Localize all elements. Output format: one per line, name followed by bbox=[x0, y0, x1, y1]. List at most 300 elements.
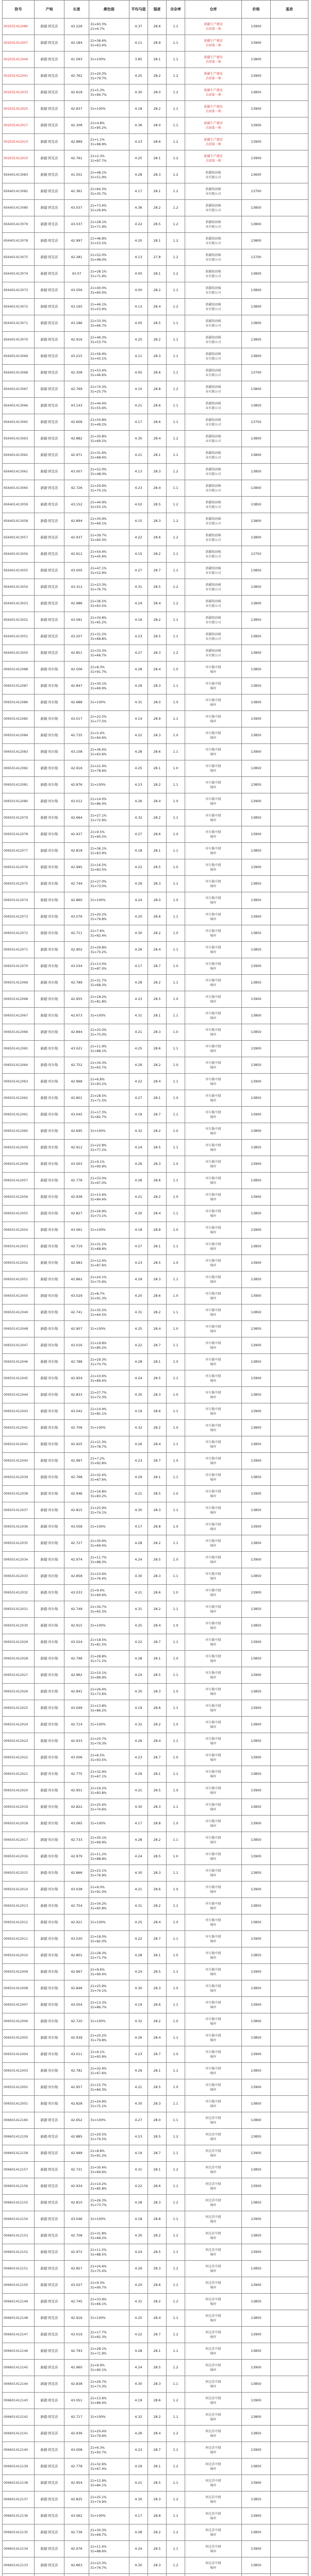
table-row[interactable] bbox=[3, 233, 308, 249]
basis-cell bbox=[271, 859, 308, 876]
table-row[interactable] bbox=[3, 2079, 308, 2096]
color-grade-cell: 21=29.8% 31=70.2% bbox=[89, 942, 129, 958]
table-row[interactable] bbox=[3, 2459, 308, 2475]
price-cell: 13900 bbox=[242, 1964, 271, 1980]
color-grade-cell: 21=31.7% 31=68.3% bbox=[89, 975, 129, 991]
batch-id-cell: 006501412023 bbox=[3, 1733, 35, 1750]
table-row[interactable] bbox=[3, 909, 308, 925]
trash-content-cell: 1.0 bbox=[167, 859, 185, 876]
table-row[interactable] bbox=[3, 1799, 308, 1816]
batch-id-cell: 006501412037 bbox=[3, 1502, 35, 1519]
table-row[interactable] bbox=[3, 975, 308, 991]
length-cell: 42.847 bbox=[64, 678, 89, 694]
basis-cell bbox=[271, 497, 308, 513]
basis-cell bbox=[271, 1865, 308, 1882]
micronaire-cell: 4.05 bbox=[129, 365, 148, 381]
origin-cell: 新疆·阿克苏 bbox=[35, 2178, 64, 2195]
table-row[interactable] bbox=[3, 216, 308, 233]
table-row[interactable] bbox=[3, 711, 308, 727]
basis-cell bbox=[271, 760, 308, 777]
micronaire-cell: 4.25 bbox=[129, 332, 148, 348]
trash-content-cell: 1.0 bbox=[167, 925, 185, 942]
micronaire-cell: 4.29 bbox=[129, 2261, 148, 2277]
table-row[interactable] bbox=[3, 942, 308, 958]
table-row[interactable] bbox=[3, 1123, 308, 1140]
table-row[interactable] bbox=[3, 1832, 308, 1849]
table-row[interactable] bbox=[3, 1206, 308, 1222]
table-row[interactable] bbox=[3, 2261, 308, 2277]
table-row[interactable] bbox=[3, 35, 308, 52]
trash-content-cell: 1.1 bbox=[167, 1634, 185, 1651]
length-cell: 42.894 bbox=[64, 513, 89, 530]
table-row[interactable] bbox=[3, 1057, 308, 1074]
micronaire-cell: 4.19 bbox=[129, 1700, 148, 1717]
table-row[interactable] bbox=[3, 563, 308, 579]
warehouse-cell: 库尔勒中储 棉库 bbox=[185, 760, 242, 777]
table-row[interactable] bbox=[3, 1420, 308, 1436]
table-row[interactable] bbox=[3, 381, 308, 398]
strength-cell: 28.9 bbox=[148, 35, 167, 52]
table-row[interactable] bbox=[3, 200, 308, 216]
column-header: 批号 bbox=[3, 1, 35, 19]
strength-cell: 28.4 bbox=[148, 2030, 167, 2046]
table-row[interactable] bbox=[3, 1700, 308, 1717]
table-row[interactable] bbox=[3, 1304, 308, 1321]
price-cell: 13850 bbox=[242, 678, 271, 694]
price-cell: 13750 bbox=[242, 414, 271, 431]
trash-content-cell: 1.2 bbox=[167, 266, 185, 282]
warehouse-cell: 库尔勒中储 棉库 bbox=[185, 1684, 242, 1700]
table-row[interactable] bbox=[3, 579, 308, 596]
color-grade-cell: 21=25.1% 31=74.9% bbox=[89, 2492, 129, 2508]
table-row[interactable] bbox=[3, 612, 308, 629]
table-row[interactable] bbox=[3, 2244, 308, 2261]
table-row[interactable] bbox=[3, 1453, 308, 1469]
length-cell: 43.186 bbox=[64, 315, 89, 332]
color-grade-cell: 21=11.2% 31=88.8% bbox=[89, 1849, 129, 1865]
table-row[interactable] bbox=[3, 398, 308, 414]
trash-content-cell: 1.2 bbox=[167, 233, 185, 249]
table-row[interactable] bbox=[3, 2030, 308, 2046]
table-row[interactable] bbox=[3, 2541, 308, 2557]
table-row[interactable] bbox=[3, 1107, 308, 1123]
table-row[interactable] bbox=[3, 1156, 308, 1173]
strength-cell: 28.6 bbox=[148, 1700, 167, 1717]
table-row[interactable] bbox=[3, 1651, 308, 1667]
table-row[interactable] bbox=[3, 1436, 308, 1453]
table-row[interactable] bbox=[3, 2310, 308, 2327]
trash-content-cell: 1.1 bbox=[167, 1107, 185, 1123]
table-row[interactable] bbox=[3, 1601, 308, 1618]
batch-id-cell: 006501412038 bbox=[3, 1486, 35, 1502]
basis-cell bbox=[271, 1717, 308, 1733]
table-row[interactable] bbox=[3, 447, 308, 464]
table-row[interactable] bbox=[3, 497, 308, 513]
micronaire-cell: 4.18 bbox=[129, 101, 148, 117]
table-row[interactable] bbox=[3, 150, 308, 167]
table-row[interactable] bbox=[3, 645, 308, 662]
table-row[interactable] bbox=[3, 859, 308, 876]
warehouse-cell: 库尔勒中储 棉库 bbox=[185, 1436, 242, 1453]
table-row[interactable] bbox=[3, 2376, 308, 2393]
price-cell: 13900 bbox=[242, 1931, 271, 1947]
batch-id-cell: 006501412048 bbox=[3, 1321, 35, 1337]
origin-cell: 新疆·库尔勒 bbox=[35, 1766, 64, 1783]
table-row[interactable] bbox=[3, 1585, 308, 1601]
micronaire-cell: 4.22 bbox=[129, 1074, 148, 1090]
table-row[interactable] bbox=[3, 117, 308, 134]
batch-id-cell: 006501412024 bbox=[3, 1717, 35, 1733]
basis-cell bbox=[271, 2343, 308, 2360]
micronaire-cell: 4.28 bbox=[129, 1354, 148, 1370]
length-cell: 42.801 bbox=[64, 1947, 89, 1964]
basis-cell bbox=[271, 1420, 308, 1436]
table-row[interactable] bbox=[3, 2343, 308, 2360]
table-row[interactable] bbox=[3, 892, 308, 909]
table-row[interactable] bbox=[3, 1898, 308, 1914]
table-row[interactable] bbox=[3, 1222, 308, 1239]
micronaire-cell: 4.37 bbox=[129, 19, 148, 35]
table-row[interactable] bbox=[3, 2393, 308, 2409]
price-cell: 13850 bbox=[242, 2557, 271, 2574]
strength-cell: 28.4 bbox=[148, 596, 167, 612]
table-row[interactable] bbox=[3, 876, 308, 892]
table-row[interactable] bbox=[3, 925, 308, 942]
table-row[interactable] bbox=[3, 2211, 308, 2228]
warehouse-cell: 库尔勒中储 棉库 bbox=[185, 662, 242, 678]
price-cell: 13850 bbox=[242, 1799, 271, 1816]
table-row[interactable] bbox=[3, 2574, 308, 2576]
table-row[interactable] bbox=[3, 810, 308, 826]
table-row[interactable] bbox=[3, 282, 308, 299]
table-row[interactable] bbox=[3, 1272, 308, 1288]
price-cell: 13900 bbox=[242, 134, 271, 150]
table-row[interactable] bbox=[3, 134, 308, 150]
origin-cell: 新疆·阿克苏 bbox=[35, 381, 64, 398]
table-row[interactable] bbox=[3, 2178, 308, 2195]
table-row[interactable] bbox=[3, 1074, 308, 1090]
table-row[interactable] bbox=[3, 1255, 308, 1272]
table-row[interactable] bbox=[3, 1618, 308, 1634]
price-cell: 13900 bbox=[242, 1156, 271, 1173]
table-row[interactable] bbox=[3, 167, 308, 183]
table-row[interactable] bbox=[3, 958, 308, 975]
batch-id-cell: 656401413080 bbox=[3, 200, 35, 216]
origin-cell: 新疆·阿克苏 bbox=[35, 596, 64, 612]
table-row[interactable] bbox=[3, 1387, 308, 1403]
color-grade-cell: 21=31.6% 31=68.4% bbox=[89, 447, 129, 464]
table-row[interactable] bbox=[3, 2360, 308, 2376]
basis-cell bbox=[271, 1799, 308, 1816]
table-row[interactable] bbox=[3, 414, 308, 431]
table-row[interactable] bbox=[3, 1717, 308, 1733]
length-cell: 42.744 bbox=[64, 876, 89, 892]
table-row[interactable] bbox=[3, 744, 308, 760]
basis-cell bbox=[271, 1634, 308, 1651]
table-row[interactable] bbox=[3, 1568, 308, 1585]
table-row[interactable] bbox=[3, 1914, 308, 1931]
table-row[interactable] bbox=[3, 1816, 308, 1832]
table-row[interactable] bbox=[3, 19, 308, 35]
table-row[interactable] bbox=[3, 1634, 308, 1651]
trash-content-cell: 1.1 bbox=[167, 2409, 185, 2426]
table-row[interactable] bbox=[3, 1140, 308, 1156]
table-row[interactable] bbox=[3, 84, 308, 101]
table-row[interactable] bbox=[3, 2508, 308, 2524]
table-row[interactable] bbox=[3, 1882, 308, 1898]
table-row[interactable] bbox=[3, 1321, 308, 1337]
table-row[interactable] bbox=[3, 1849, 308, 1865]
table-row[interactable] bbox=[3, 1239, 308, 1255]
table-row[interactable] bbox=[3, 530, 308, 546]
strength-cell: 28.0 bbox=[148, 84, 167, 101]
origin-cell: 新疆·阿克苏 bbox=[35, 398, 64, 414]
table-row[interactable] bbox=[3, 266, 308, 282]
table-row[interactable] bbox=[3, 1189, 308, 1206]
cotton-table bbox=[2, 0, 308, 2576]
warehouse-cell: 新疆银海棉 业有限公司 bbox=[185, 266, 242, 282]
price-cell: 13850 bbox=[242, 1173, 271, 1189]
color-grade-cell: 21=12.4% 31=87.6% bbox=[89, 1255, 129, 1272]
table-row[interactable] bbox=[3, 2096, 308, 2112]
table-row[interactable] bbox=[3, 1552, 308, 1568]
table-row[interactable] bbox=[3, 315, 308, 332]
length-cell: 42.837 bbox=[64, 101, 89, 117]
table-row[interactable] bbox=[3, 101, 308, 117]
table-row[interactable] bbox=[3, 678, 308, 694]
basis-cell bbox=[271, 1535, 308, 1552]
table-row[interactable] bbox=[3, 249, 308, 266]
price-cell: 13900 bbox=[242, 2178, 271, 2195]
table-row[interactable] bbox=[3, 2162, 308, 2178]
trash-content-cell: 1.0 bbox=[167, 1783, 185, 1799]
table-row[interactable] bbox=[3, 2228, 308, 2244]
table-row[interactable] bbox=[3, 2013, 308, 2030]
color-grade-cell: 21=14.9% 31=85.1% bbox=[89, 1403, 129, 1420]
table-row[interactable] bbox=[3, 1997, 308, 2013]
table-row[interactable] bbox=[3, 2063, 308, 2079]
column-header: 强度 bbox=[148, 1, 167, 19]
table-row[interactable] bbox=[3, 1486, 308, 1502]
warehouse-cell: 阿克苏中储 棉库 bbox=[185, 2277, 242, 2294]
table-row[interactable] bbox=[3, 1931, 308, 1947]
table-row[interactable] bbox=[3, 2524, 308, 2541]
trash-content-cell: 1.1 bbox=[167, 2508, 185, 2524]
origin-cell: 新疆·库尔勒 bbox=[35, 810, 64, 826]
basis-cell bbox=[271, 19, 308, 35]
table-row[interactable] bbox=[3, 1783, 308, 1799]
length-cell: 43.033 bbox=[64, 1585, 89, 1601]
micronaire-cell: 4.25 bbox=[129, 1321, 148, 1337]
length-cell: 43.007 bbox=[64, 464, 89, 480]
price-cell: 13900 bbox=[242, 1403, 271, 1420]
strength-cell: 28.3 bbox=[148, 1024, 167, 1041]
table-row[interactable] bbox=[3, 52, 308, 68]
price-cell: 13850 bbox=[242, 497, 271, 513]
table-row[interactable] bbox=[3, 2145, 308, 2162]
price-cell: 13800 bbox=[242, 216, 271, 233]
micronaire-cell: 4.28 bbox=[129, 1173, 148, 1189]
table-row[interactable] bbox=[3, 1008, 308, 1024]
batch-id-cell: 006601412143 bbox=[3, 2393, 35, 2409]
table-row[interactable] bbox=[3, 843, 308, 859]
trash-content-cell: 1.2 bbox=[167, 2195, 185, 2211]
color-grade-cell: 21=44.9% 31=55.1% bbox=[89, 497, 129, 513]
basis-cell bbox=[271, 2244, 308, 2261]
micronaire-cell: 4.24 bbox=[129, 1964, 148, 1980]
table-row[interactable] bbox=[3, 1502, 308, 1519]
table-row[interactable] bbox=[3, 1750, 308, 1766]
price-cell: 13900 bbox=[242, 1453, 271, 1469]
strength-cell: 28.2 bbox=[148, 1189, 167, 1206]
origin-cell: 新疆·库尔勒 bbox=[35, 1074, 64, 1090]
table-row[interactable] bbox=[3, 1964, 308, 1980]
table-row[interactable] bbox=[3, 1733, 308, 1750]
table-row[interactable] bbox=[3, 662, 308, 678]
trash-content-cell: 1.1 bbox=[167, 2096, 185, 2112]
table-row[interactable] bbox=[3, 2195, 308, 2211]
table-row[interactable] bbox=[3, 1865, 308, 1882]
strength-cell: 28.4 bbox=[148, 1436, 167, 1453]
table-row[interactable] bbox=[3, 1766, 308, 1783]
color-grade-cell: 21=20.7% 31=79.3% bbox=[89, 1733, 129, 1750]
length-cell: 42.889 bbox=[64, 134, 89, 150]
table-row[interactable] bbox=[3, 1337, 308, 1354]
table-row[interactable] bbox=[3, 299, 308, 315]
table-row[interactable] bbox=[3, 2557, 308, 2574]
length-cell: 42.962 bbox=[64, 1667, 89, 1684]
table-row[interactable] bbox=[3, 1403, 308, 1420]
table-row[interactable] bbox=[3, 1173, 308, 1189]
warehouse-cell: 阿克苏中储 棉库 bbox=[185, 2195, 242, 2211]
table-row[interactable] bbox=[3, 1041, 308, 1057]
basis-cell bbox=[271, 546, 308, 563]
table-row[interactable] bbox=[3, 480, 308, 497]
table-row[interactable] bbox=[3, 546, 308, 563]
table-row[interactable] bbox=[3, 2492, 308, 2508]
strength-cell: 28.1 bbox=[148, 1469, 167, 1486]
table-row[interactable] bbox=[3, 1519, 308, 1535]
table-row[interactable] bbox=[3, 991, 308, 1008]
warehouse-cell: 库尔勒中储 棉库 bbox=[185, 1618, 242, 1634]
table-row[interactable] bbox=[3, 513, 308, 530]
color-grade-cell: 21=9.4% 31=90.6% bbox=[89, 1585, 129, 1601]
batch-id-cell: 006501412018 bbox=[3, 1816, 35, 1832]
length-cell: 43.012 bbox=[64, 793, 89, 810]
table-row[interactable] bbox=[3, 1667, 308, 1684]
table-row[interactable] bbox=[3, 464, 308, 480]
table-row[interactable] bbox=[3, 2129, 308, 2145]
origin-cell: 新疆·阿克苏 bbox=[35, 2376, 64, 2393]
basis-cell bbox=[271, 2063, 308, 2079]
micronaire-cell: 4.24 bbox=[129, 2360, 148, 2376]
length-cell: 43.143 bbox=[64, 398, 89, 414]
price-cell: 13850 bbox=[242, 1865, 271, 1882]
micronaire-cell: 3.85 bbox=[129, 52, 148, 68]
table-row[interactable] bbox=[3, 694, 308, 711]
table-row[interactable] bbox=[3, 2442, 308, 2459]
trash-content-cell: 1.2 bbox=[167, 299, 185, 315]
table-row[interactable] bbox=[3, 332, 308, 348]
length-cell: 42.860 bbox=[64, 892, 89, 909]
batch-id-cell: 006501412011 bbox=[3, 1931, 35, 1947]
table-row[interactable] bbox=[3, 826, 308, 843]
table-row[interactable] bbox=[3, 2046, 308, 2063]
length-cell: 43.005 bbox=[64, 563, 89, 579]
length-cell: 42.796 bbox=[64, 1651, 89, 1667]
color-grade-cell: 21=15.9% 31=84.1% bbox=[89, 2475, 129, 2492]
basis-cell bbox=[271, 1964, 308, 1980]
table-row[interactable] bbox=[3, 1684, 308, 1700]
warehouse-cell: 库尔勒中储 棉库 bbox=[185, 1964, 242, 1980]
batch-id-cell: 006601412158 bbox=[3, 2145, 35, 2162]
table-row[interactable] bbox=[3, 1354, 308, 1370]
table-row[interactable] bbox=[3, 365, 308, 381]
table-row[interactable] bbox=[3, 68, 308, 84]
strength-cell: 28.3 bbox=[148, 2261, 167, 2277]
table-row[interactable] bbox=[3, 2294, 308, 2310]
batch-id-cell: 006501412075 bbox=[3, 876, 35, 892]
batch-id-cell: 656401413056 bbox=[3, 546, 35, 563]
trash-content-cell: 1.1 bbox=[167, 1403, 185, 1420]
basis-cell bbox=[271, 1354, 308, 1370]
color-grade-cell: 31=100% bbox=[89, 777, 129, 793]
table-row[interactable] bbox=[3, 2475, 308, 2492]
table-row[interactable] bbox=[3, 793, 308, 810]
table-row[interactable] bbox=[3, 2112, 308, 2129]
table-row[interactable] bbox=[3, 2426, 308, 2442]
table-row[interactable] bbox=[3, 1288, 308, 1304]
origin-cell: 新疆·阿克苏 bbox=[35, 530, 64, 546]
price-cell: 13850 bbox=[242, 2376, 271, 2393]
table-row[interactable] bbox=[3, 1980, 308, 1997]
table-row[interactable] bbox=[3, 1090, 308, 1107]
batch-id-cell: 006501412016 bbox=[3, 1849, 35, 1865]
table-row[interactable] bbox=[3, 1947, 308, 1964]
origin-cell: 新疆·库尔勒 bbox=[35, 1684, 64, 1700]
table-row[interactable] bbox=[3, 2327, 308, 2343]
table-row[interactable] bbox=[3, 1024, 308, 1041]
table-row[interactable] bbox=[3, 2277, 308, 2294]
table-row[interactable] bbox=[3, 1535, 308, 1552]
table-row[interactable] bbox=[3, 760, 308, 777]
warehouse-cell: 新疆银海棉 业有限公司 bbox=[185, 530, 242, 546]
strength-cell: 28.3 bbox=[148, 2195, 167, 2211]
micronaire-cell: 4.00 bbox=[129, 266, 148, 282]
basis-cell bbox=[271, 1304, 308, 1321]
table-row[interactable] bbox=[3, 1370, 308, 1387]
table-row[interactable] bbox=[3, 2409, 308, 2426]
table-row[interactable] bbox=[3, 1469, 308, 1486]
trash-content-cell: 1.0 bbox=[167, 1585, 185, 1601]
table-row[interactable] bbox=[3, 596, 308, 612]
color-grade-cell: 21=20.3% 31=79.7% bbox=[89, 68, 129, 84]
table-row[interactable] bbox=[3, 727, 308, 744]
trash-content-cell: 1.0 bbox=[167, 1552, 185, 1568]
batch-id-cell: 656401413059 bbox=[3, 497, 35, 513]
table-row[interactable] bbox=[3, 777, 308, 793]
trash-content-cell: 1.1 bbox=[167, 2310, 185, 2327]
table-row[interactable] bbox=[3, 183, 308, 200]
basis-cell bbox=[271, 431, 308, 447]
price-cell: 13850 bbox=[242, 810, 271, 826]
table-row[interactable] bbox=[3, 629, 308, 645]
table-row[interactable] bbox=[3, 431, 308, 447]
origin-cell: 新疆·阿克苏 bbox=[35, 2343, 64, 2360]
color-grade-cell: 21=7.2% 31=92.8% bbox=[89, 1453, 129, 1469]
trash-content-cell: 1.1 bbox=[167, 975, 185, 991]
table-row[interactable] bbox=[3, 348, 308, 365]
